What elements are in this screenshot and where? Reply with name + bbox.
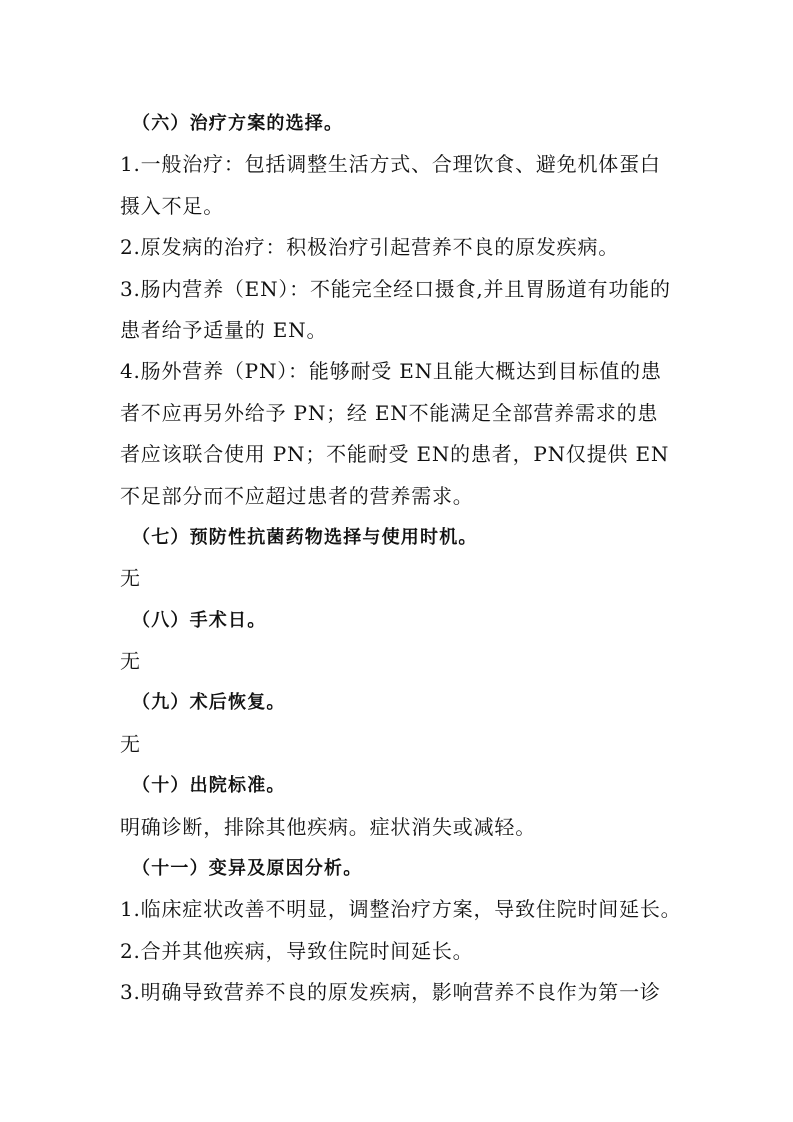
section-heading-9: （九）术后恢复。: [132, 692, 286, 714]
paragraph-line: 1.一般治疗：包括调整生活方式、合理饮食、避免机体蛋白: [120, 152, 661, 177]
paragraph-line: 2.合并其他疾病，导致住院时间延长。: [120, 938, 474, 963]
paragraph-line: 无: [120, 649, 141, 674]
paragraph-line: 不足部分而不应超过患者的营养需求。: [120, 483, 474, 508]
paragraph-line: 4.肠外营养（PN）：能够耐受 EN且能大概达到目标值的患: [120, 359, 662, 384]
paragraph-line: 明确诊断，排除其他疾病。症状消失或减轻。: [120, 814, 536, 839]
paragraph-line: 者应该联合使用 PN；不能耐受 EN的患者，PN仅提供 EN: [120, 442, 670, 467]
paragraph-line: 3.肠内营养（EN）：不能完全经口摄食,并且胃肠道有功能的: [120, 276, 671, 301]
paragraph-line: 2.原发病的治疗：积极治疗引起营养不良的原发疾病。: [120, 235, 620, 260]
section-heading-6: （六）治疗方案的选择。: [132, 113, 344, 134]
paragraph-line: 患者给予适量的 EN。: [120, 317, 328, 342]
document-body: [120, 103, 680, 1014]
section-heading-11: （十一）变异及原因分析。: [132, 858, 363, 880]
paragraph-line: 3.明确导致营养不良的原发疾病，影响营养不良作为第一诊: [120, 980, 661, 1005]
paragraph-line: 1.临床症状改善不明显，调整治疗方案，导致住院时间延长。: [120, 897, 682, 922]
paragraph-line: 摄入不足。: [120, 193, 224, 218]
section-heading-10: （十）出院标准。: [132, 775, 286, 797]
section-heading-8: （八）手术日。: [132, 609, 267, 631]
paragraph-line: 者不应再另外给予 PN；经 EN不能满足全部营养需求的患: [120, 400, 659, 425]
paragraph-line: 无: [120, 566, 141, 591]
paragraph-line: 无: [120, 731, 141, 756]
section-heading-7: （七）预防性抗菌药物选择与使用时机。: [132, 526, 478, 548]
